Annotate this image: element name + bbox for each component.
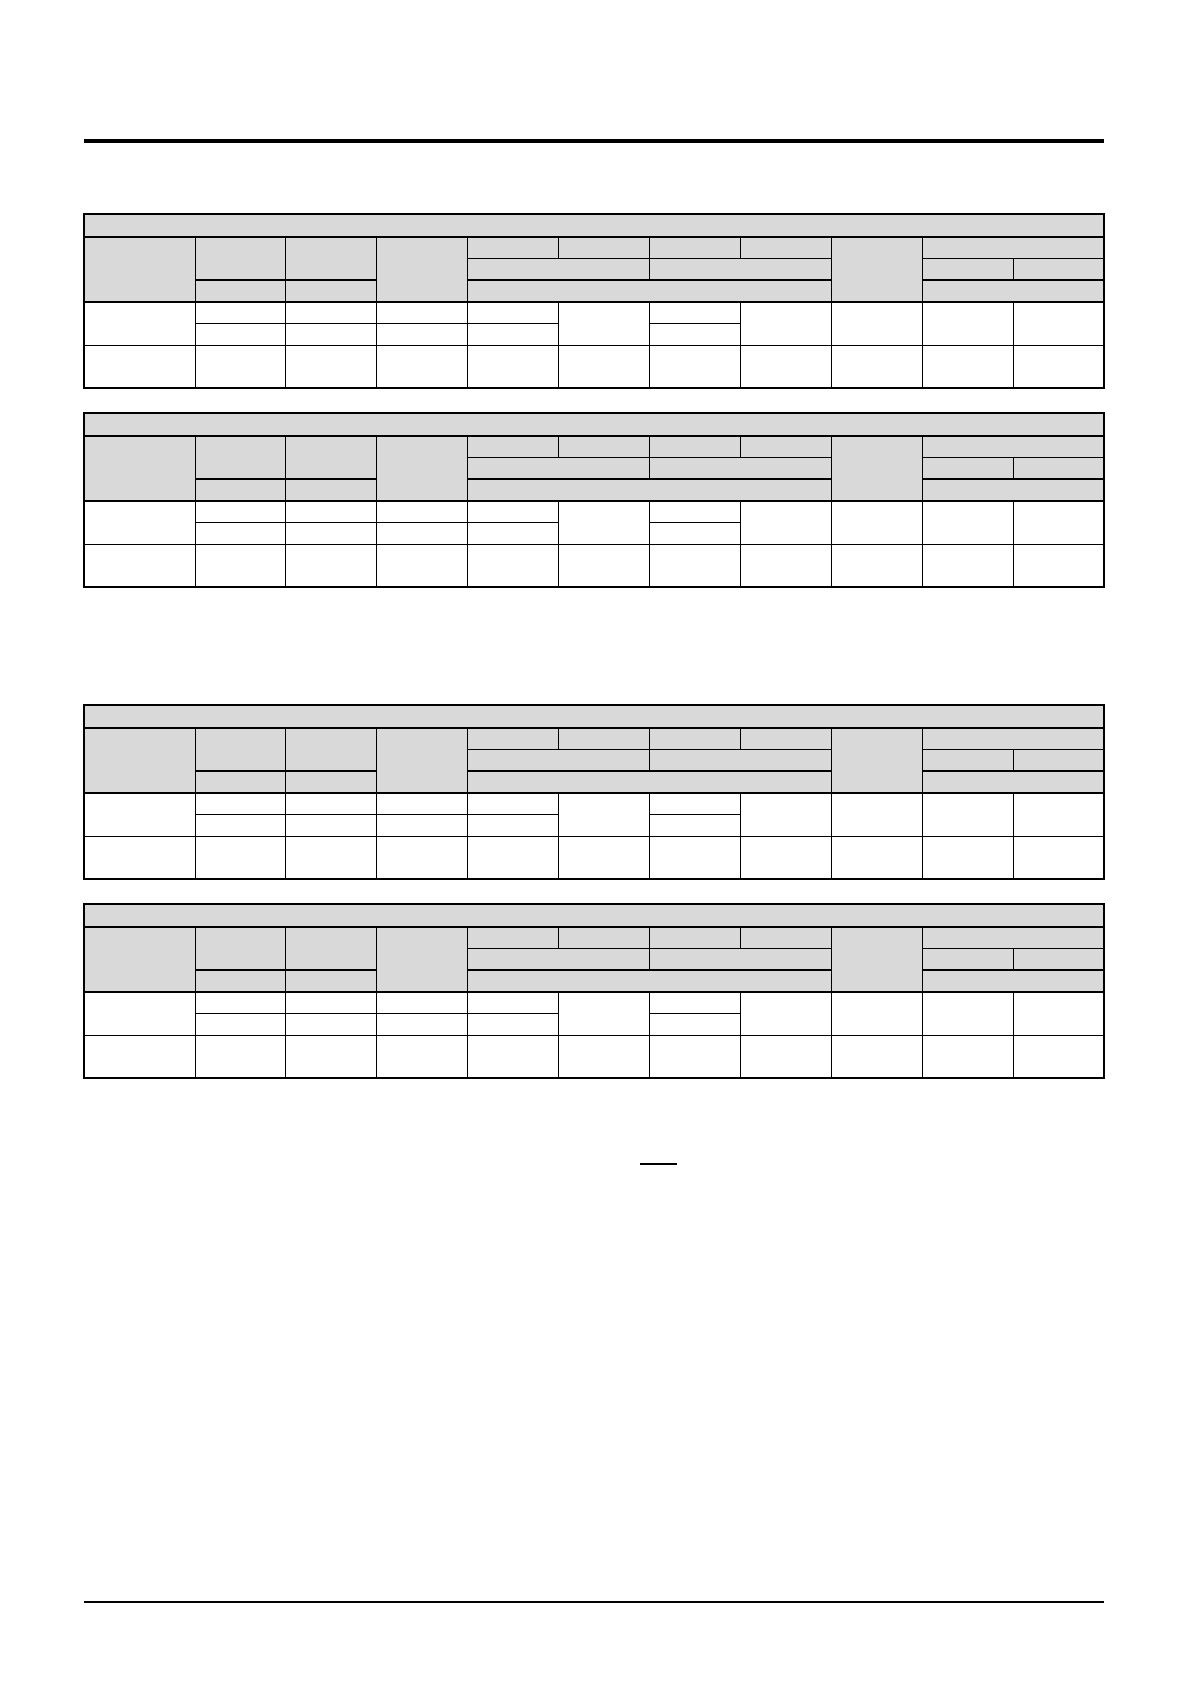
- body-cell: [286, 836, 377, 879]
- header-cell-col9: [831, 728, 922, 793]
- body-cell: [286, 544, 377, 587]
- body-cell: [377, 522, 468, 544]
- body-cell: [649, 814, 740, 836]
- body-cell: [195, 814, 286, 836]
- header-cell-group-a: [468, 927, 559, 948]
- body-cell: [377, 814, 468, 836]
- body-cell: [559, 793, 650, 836]
- body-cell: [831, 1035, 922, 1078]
- header-cell-right-lower-merged: [922, 479, 1104, 501]
- header-cell-col9: [831, 927, 922, 992]
- table-title-row: [84, 413, 1104, 436]
- table-title-row: [84, 214, 1104, 237]
- body-cell: [740, 345, 831, 388]
- header-cell-group-a: [468, 237, 559, 258]
- body-cell: [1013, 302, 1104, 345]
- body-cell: [922, 1035, 1013, 1078]
- body-row-1-upper: [84, 302, 1104, 323]
- header-cell-group-ab-merged: [468, 948, 650, 970]
- body-cell: [649, 793, 740, 814]
- body-cell: [740, 992, 831, 1035]
- body-cell: [468, 501, 559, 522]
- header-cell-col3-lower: [286, 280, 377, 302]
- header-cell-col2-upper: [195, 927, 286, 970]
- page-footer-rule: [84, 1601, 1104, 1603]
- body-cell: [84, 1035, 195, 1078]
- header-cell-right-a: [922, 258, 1013, 280]
- header-cell-col1: [84, 237, 195, 302]
- body-cell: [195, 544, 286, 587]
- header-cell-right-merged: [922, 436, 1104, 457]
- body-cell: [922, 345, 1013, 388]
- header-cell-right-b: [1013, 258, 1104, 280]
- body-cell: [649, 501, 740, 522]
- body-cell: [377, 345, 468, 388]
- body-cell: [649, 522, 740, 544]
- body-row-2: [84, 345, 1104, 388]
- body-row-2: [84, 1035, 1104, 1078]
- body-cell: [84, 544, 195, 587]
- body-cell: [649, 345, 740, 388]
- body-cell: [195, 992, 286, 1013]
- body-row-2: [84, 836, 1104, 879]
- body-cell: [195, 1035, 286, 1078]
- body-cell: [559, 302, 650, 345]
- header-cell-group-b: [559, 927, 650, 948]
- body-cell: [559, 836, 650, 879]
- body-cell: [286, 793, 377, 814]
- header-cell-group-cd-merged: [649, 749, 831, 771]
- header-cell-group-a: [468, 436, 559, 457]
- header-cell-right-lower-merged: [922, 771, 1104, 793]
- body-cell: [922, 544, 1013, 587]
- body-cell: [286, 345, 377, 388]
- body-cell: [649, 992, 740, 1013]
- table-1-container: [83, 213, 1103, 389]
- header-cell-group-cd-merged: [649, 258, 831, 280]
- body-cell: [649, 1035, 740, 1078]
- body-cell: [740, 302, 831, 345]
- body-cell: [468, 793, 559, 814]
- body-cell: [922, 302, 1013, 345]
- header-cell-col1: [84, 927, 195, 992]
- body-cell: [831, 345, 922, 388]
- body-cell: [740, 836, 831, 879]
- header-cell-right-lower-merged: [922, 970, 1104, 992]
- body-cell: [740, 501, 831, 544]
- table-2-container: [83, 412, 1103, 588]
- header-cell-right-a: [922, 457, 1013, 479]
- body-cell: [559, 345, 650, 388]
- body-cell: [377, 992, 468, 1013]
- body-cell: [922, 793, 1013, 836]
- header-cell-group-b: [559, 728, 650, 749]
- body-cell: [468, 992, 559, 1013]
- body-cell: [195, 501, 286, 522]
- header-cell-group-c: [649, 728, 740, 749]
- header-cell-group-d: [740, 927, 831, 948]
- header-row-1: [84, 237, 1104, 258]
- header-cell-col3-lower: [286, 479, 377, 501]
- header-row-3: [84, 970, 1104, 992]
- body-cell: [84, 836, 195, 879]
- body-cell: [286, 1035, 377, 1078]
- body-cell: [377, 793, 468, 814]
- body-row-1-upper: [84, 992, 1104, 1013]
- header-cell-group-d: [740, 237, 831, 258]
- header-cell-col3-upper: [286, 927, 377, 970]
- body-cell: [84, 302, 195, 345]
- data-table: [83, 412, 1105, 588]
- header-cell-group-ab-merged: [468, 258, 650, 280]
- header-cell-right-a: [922, 948, 1013, 970]
- header-cell-group-merged: [468, 970, 832, 992]
- body-cell: [377, 1035, 468, 1078]
- header-cell-col4: [377, 436, 468, 501]
- header-cell-col1: [84, 728, 195, 793]
- header-cell-group-merged: [468, 771, 832, 793]
- header-cell-col4: [377, 927, 468, 992]
- page-header-rule: [84, 139, 1104, 143]
- body-cell: [649, 836, 740, 879]
- body-cell: [922, 501, 1013, 544]
- header-cell-col2-lower: [195, 771, 286, 793]
- fraction-bar: [640, 1163, 677, 1165]
- body-cell: [377, 302, 468, 323]
- body-cell: [831, 302, 922, 345]
- header-cell-right-lower-merged: [922, 280, 1104, 302]
- data-table: [83, 704, 1105, 880]
- body-cell: [195, 323, 286, 345]
- body-cell: [195, 345, 286, 388]
- body-cell: [84, 992, 195, 1035]
- body-cell: [831, 992, 922, 1035]
- header-cell-group-merged: [468, 280, 832, 302]
- body-cell: [286, 992, 377, 1013]
- body-cell: [84, 793, 195, 836]
- table-title-cell: [84, 904, 1104, 927]
- header-row-3: [84, 280, 1104, 302]
- body-cell: [559, 544, 650, 587]
- body-cell: [286, 323, 377, 345]
- body-cell: [377, 323, 468, 345]
- table-title-cell: [84, 705, 1104, 728]
- body-row-1-upper: [84, 793, 1104, 814]
- table-title-cell: [84, 214, 1104, 237]
- header-row-3: [84, 771, 1104, 793]
- body-cell: [740, 793, 831, 836]
- body-cell: [195, 793, 286, 814]
- header-row-1: [84, 728, 1104, 749]
- header-cell-group-d: [740, 436, 831, 457]
- body-cell: [922, 992, 1013, 1035]
- body-cell: [468, 814, 559, 836]
- header-row-1: [84, 927, 1104, 948]
- header-cell-group-ab-merged: [468, 457, 650, 479]
- body-cell: [468, 836, 559, 879]
- header-cell-group-b: [559, 237, 650, 258]
- body-cell: [831, 501, 922, 544]
- header-cell-col2-lower: [195, 479, 286, 501]
- body-cell: [559, 1035, 650, 1078]
- body-cell: [377, 501, 468, 522]
- body-cell: [649, 1013, 740, 1035]
- header-cell-col2-upper: [195, 728, 286, 771]
- header-cell-col1: [84, 436, 195, 501]
- body-cell: [740, 1035, 831, 1078]
- body-cell: [377, 836, 468, 879]
- header-cell-group-b: [559, 436, 650, 457]
- header-cell-group-a: [468, 728, 559, 749]
- body-cell: [468, 345, 559, 388]
- body-cell: [1013, 345, 1104, 388]
- header-cell-group-c: [649, 927, 740, 948]
- body-cell: [1013, 544, 1104, 587]
- body-cell: [377, 544, 468, 587]
- header-cell-group-cd-merged: [649, 948, 831, 970]
- header-cell-group-d: [740, 728, 831, 749]
- body-cell: [286, 302, 377, 323]
- header-cell-group-ab-merged: [468, 749, 650, 771]
- table-title-cell: [84, 413, 1104, 436]
- body-cell: [84, 345, 195, 388]
- header-cell-col2-upper: [195, 237, 286, 280]
- header-cell-col9: [831, 237, 922, 302]
- header-cell-col3-lower: [286, 970, 377, 992]
- body-cell: [468, 522, 559, 544]
- body-cell: [195, 836, 286, 879]
- header-cell-col4: [377, 237, 468, 302]
- body-cell: [195, 302, 286, 323]
- body-cell: [195, 522, 286, 544]
- header-cell-right-a: [922, 749, 1013, 771]
- body-cell: [649, 302, 740, 323]
- body-cell: [649, 323, 740, 345]
- header-cell-group-c: [649, 237, 740, 258]
- body-cell: [468, 323, 559, 345]
- body-cell: [922, 836, 1013, 879]
- header-cell-col3-lower: [286, 771, 377, 793]
- body-row-1-upper: [84, 501, 1104, 522]
- header-cell-col3-upper: [286, 237, 377, 280]
- body-cell: [1013, 992, 1104, 1035]
- header-cell-right-b: [1013, 457, 1104, 479]
- body-cell: [377, 1013, 468, 1035]
- header-cell-col9: [831, 436, 922, 501]
- header-cell-col2-lower: [195, 280, 286, 302]
- header-cell-group-cd-merged: [649, 457, 831, 479]
- header-cell-right-merged: [922, 728, 1104, 749]
- header-cell-right-merged: [922, 237, 1104, 258]
- header-cell-right-b: [1013, 948, 1104, 970]
- body-cell: [468, 1013, 559, 1035]
- table-3-container: [83, 704, 1103, 880]
- body-cell: [831, 793, 922, 836]
- table-title-row: [84, 705, 1104, 728]
- header-row-1: [84, 436, 1104, 457]
- header-cell-right-merged: [922, 927, 1104, 948]
- header-cell-col3-upper: [286, 436, 377, 479]
- header-cell-group-c: [649, 436, 740, 457]
- header-cell-col2-upper: [195, 436, 286, 479]
- body-cell: [286, 1013, 377, 1035]
- header-row-3: [84, 479, 1104, 501]
- header-cell-col3-upper: [286, 728, 377, 771]
- body-cell: [195, 1013, 286, 1035]
- body-cell: [468, 1035, 559, 1078]
- header-cell-col4: [377, 728, 468, 793]
- body-cell: [286, 814, 377, 836]
- body-cell: [831, 544, 922, 587]
- body-cell: [649, 544, 740, 587]
- table-4-container: [83, 903, 1103, 1079]
- body-cell: [286, 501, 377, 522]
- body-cell: [1013, 836, 1104, 879]
- table-title-row: [84, 904, 1104, 927]
- body-cell: [740, 544, 831, 587]
- body-cell: [1013, 793, 1104, 836]
- data-table: [83, 213, 1105, 389]
- header-cell-group-merged: [468, 479, 832, 501]
- body-cell: [286, 522, 377, 544]
- body-cell: [1013, 501, 1104, 544]
- header-cell-right-b: [1013, 749, 1104, 771]
- body-cell: [84, 501, 195, 544]
- body-cell: [831, 836, 922, 879]
- header-cell-col2-lower: [195, 970, 286, 992]
- body-cell: [1013, 1035, 1104, 1078]
- body-cell: [468, 302, 559, 323]
- body-cell: [559, 992, 650, 1035]
- body-row-2: [84, 544, 1104, 587]
- body-cell: [559, 501, 650, 544]
- data-table: [83, 903, 1105, 1079]
- body-cell: [468, 544, 559, 587]
